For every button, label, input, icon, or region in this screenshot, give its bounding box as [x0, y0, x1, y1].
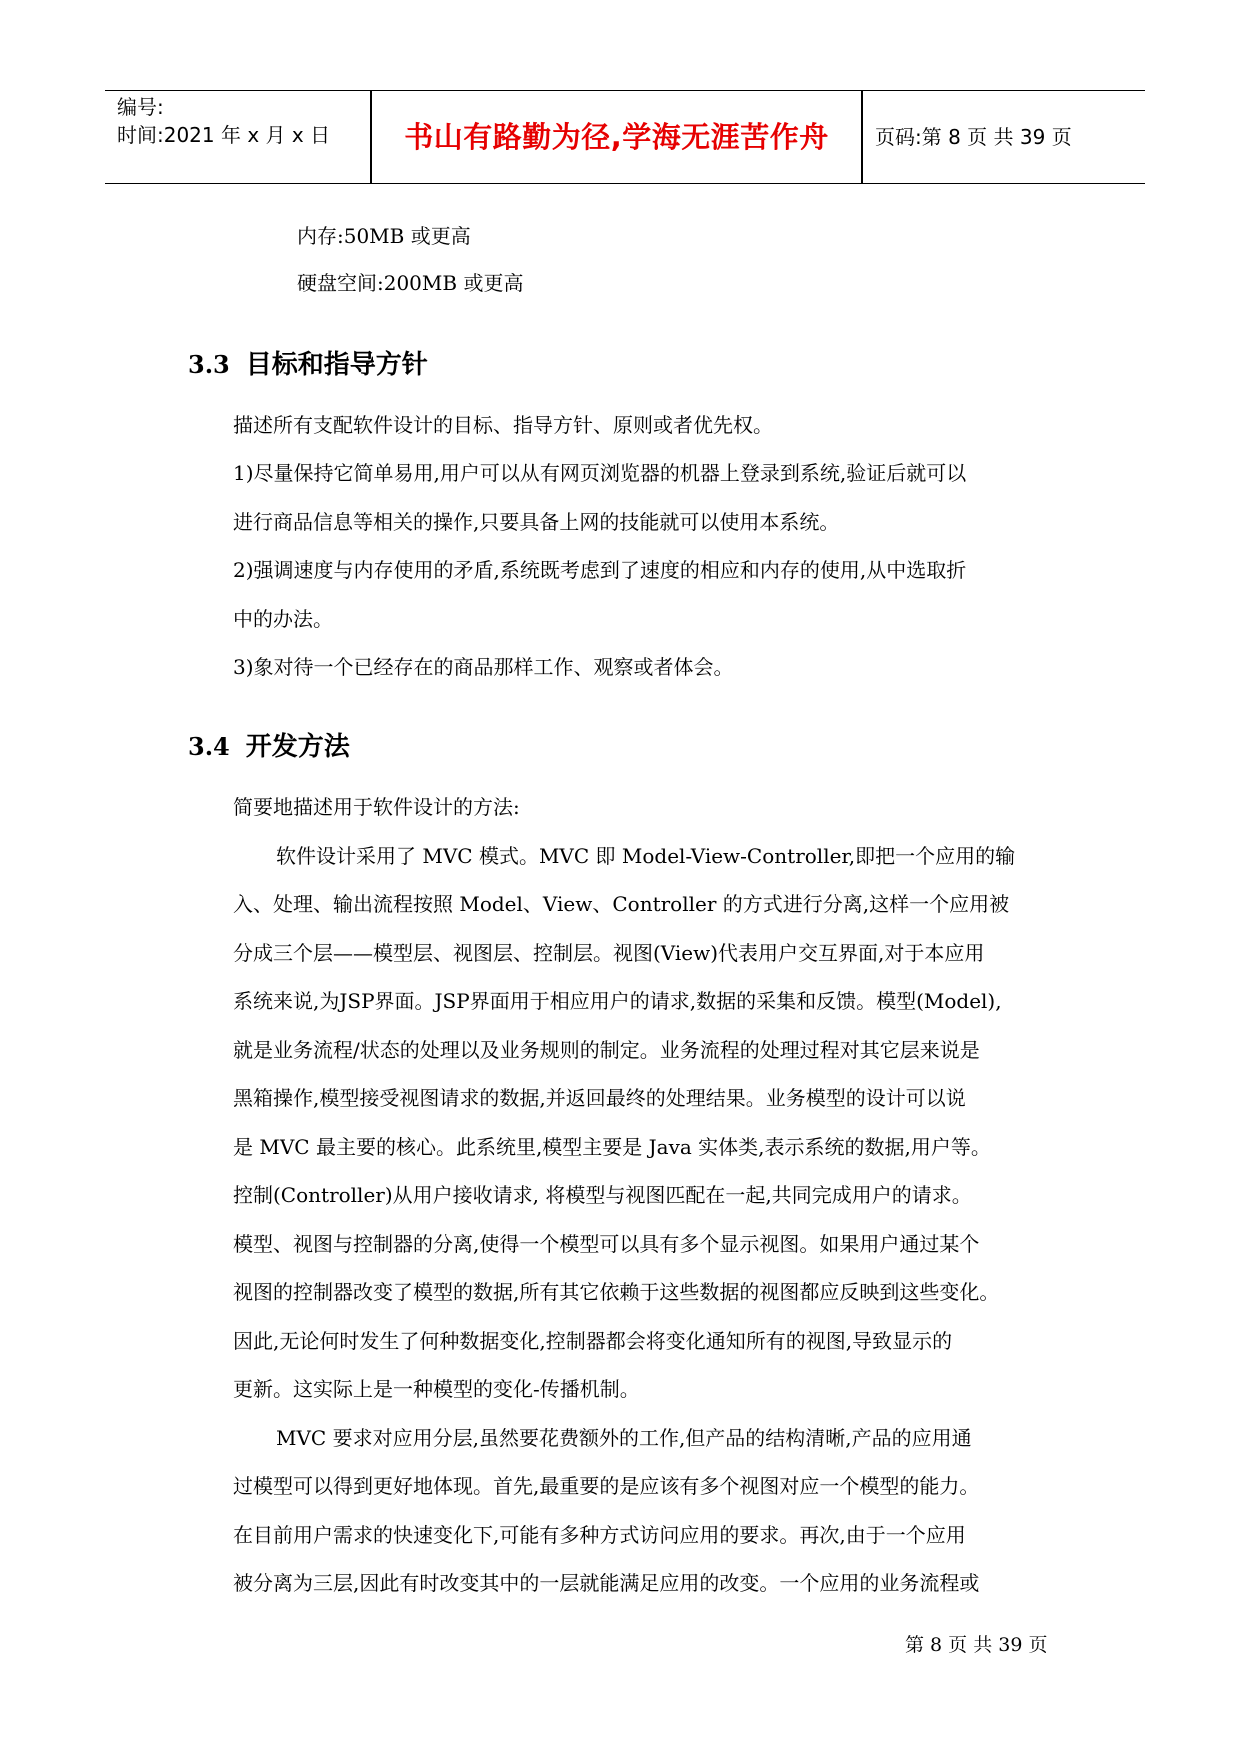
section-number: 3.3	[188, 350, 230, 379]
paragraph-line: 进行商品信息等相关的操作,只要具备上网的技能就可以使用本系统。	[233, 510, 840, 534]
page-header	[105, 90, 1145, 184]
paragraph-line: 描述所有支配软件设计的目标、指导方针、原则或者优先权。	[233, 413, 773, 437]
paragraph-line: MVC 要求对应用分层,虽然要花费额外的工作,但产品的结构清晰,产品的应用通	[276, 1426, 972, 1450]
paragraph-line: 更新。这实际上是一种模型的变化-传播机制。	[233, 1377, 640, 1401]
header-divider	[861, 91, 863, 183]
paragraph-line: 3)象对待一个已经存在的商品那样工作、观察或者体会。	[233, 655, 734, 679]
paragraph-line: 被分离为三层,因此有时改变其中的一层就能满足应用的改变。一个应用的业务流程或	[233, 1571, 980, 1595]
section-title: 开发方法	[245, 732, 350, 762]
header-motto: 书山有路勤为径,学海无涯苦作舟	[404, 120, 829, 154]
header-time-label: 时间:2021 年 x 月 x 日	[117, 123, 331, 147]
paragraph-line: 视图的控制器改变了模型的数据,所有其它依赖于这些数据的视图都应反映到这些变化。	[233, 1280, 1000, 1304]
paragraph-line: 过模型可以得到更好地体现。首先,最重要的是应该有多个视图对应一个模型的能力。	[233, 1474, 980, 1498]
disk-requirement: 硬盘空间:200MB 或更高	[297, 271, 524, 295]
paragraph-line: 就是业务流程/状态的处理以及业务规则的制定。业务流程的处理过程对其它层来说是	[233, 1038, 980, 1062]
header-page-info: 页码:第 8 页 共 39 页	[875, 125, 1072, 149]
paragraph-line: 1)尽量保持它简单易用,用户可以从有网页浏览器的机器上登录到系统,验证后就可以	[233, 461, 967, 485]
paragraph-line: 黑箱操作,模型接受视图请求的数据,并返回最终的处理结果。业务模型的设计可以说	[233, 1086, 966, 1110]
paragraph-line: 在目前用户需求的快速变化下,可能有多种方式访问应用的要求。再次,由于一个应用	[233, 1523, 966, 1547]
section-heading-3-4	[188, 730, 350, 764]
section-heading-3-3	[188, 348, 428, 382]
paragraph-line: 系统来说,为JSP界面。JSP界面用于相应用户的请求,数据的采集和反馈。模型(Model),	[233, 989, 1002, 1013]
section-title: 目标和指导方针	[245, 350, 428, 380]
memory-requirement: 内存:50MB 或更高	[297, 224, 471, 248]
paragraph-line: 模型、视图与控制器的分离,使得一个模型可以具有多个显示视图。如果用户通过某个	[233, 1232, 980, 1256]
paragraph-line: 控制(Controller)从用户接收请求, 将模型与视图匹配在一起,共同完成用户的请求。	[233, 1183, 972, 1207]
section-number: 3.4	[188, 732, 230, 761]
paragraph-line: 中的办法。	[233, 607, 333, 631]
paragraph-line: 软件设计采用了 MVC 模式。MVC 即 Model-View-Controller,即把一个应用的输	[276, 844, 1016, 868]
paragraph-line: 分成三个层——模型层、视图层、控制层。视图(View)代表用户交互界面,对于本应用	[233, 941, 985, 965]
page-footer: 第 8 页 共 39 页	[905, 1634, 1048, 1656]
header-meta	[117, 91, 367, 183]
paragraph-line: 因此,无论何时发生了何种数据变化,控制器都会将变化通知所有的视图,导致显示的	[233, 1329, 953, 1353]
paragraph-line: 简要地描述用于软件设计的方法:	[233, 795, 520, 819]
paragraph-line: 是 MVC 最主要的核心。此系统里,模型主要是 Java 实体类,表示系统的数据,用户等。	[233, 1135, 991, 1159]
header-number-label: 编号:	[117, 95, 164, 119]
paragraph-line: 2)强调速度与内存使用的矛盾,系统既考虑到了速度的相应和内存的使用,从中选取折	[233, 558, 967, 582]
paragraph-line: 入、处理、输出流程按照 Model、View、Controller 的方式进行分离,这样一个应用被	[233, 892, 1010, 916]
